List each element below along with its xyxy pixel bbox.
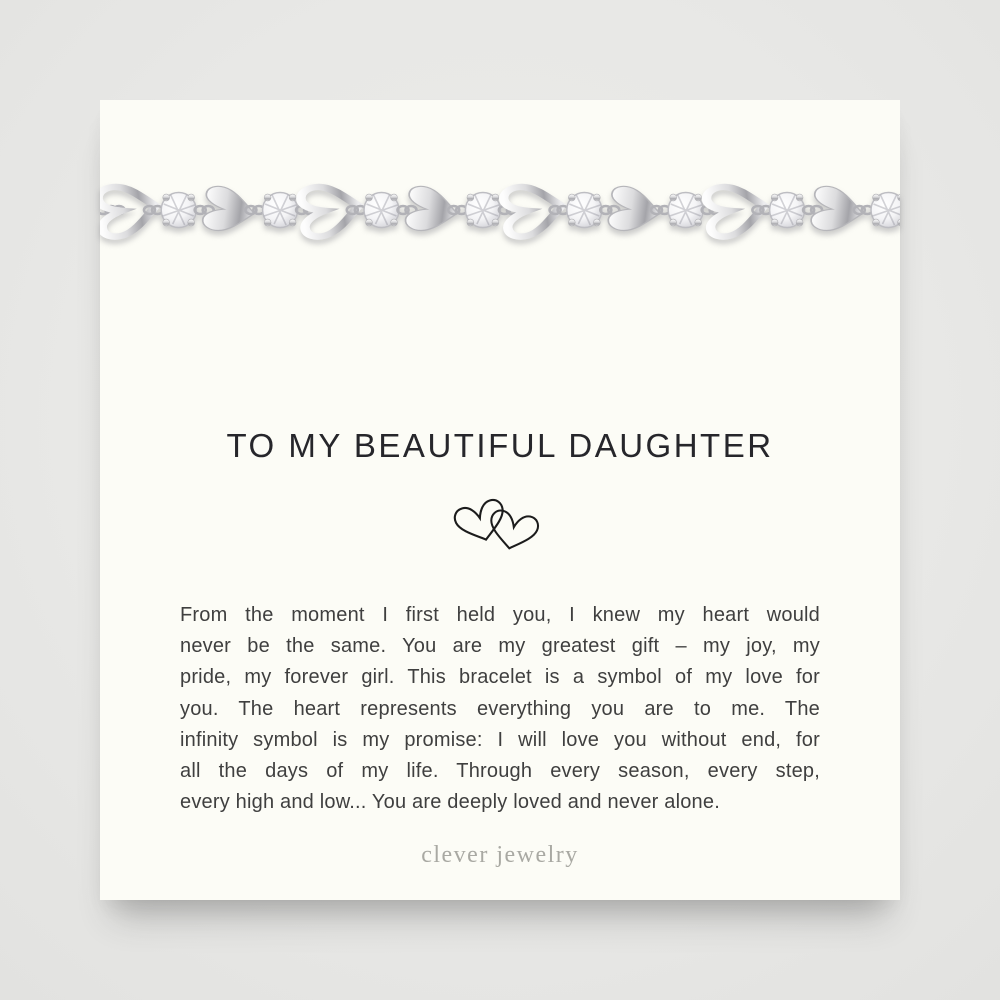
message-line: you. The heart represents everything you are to me. The — [180, 697, 820, 720]
brand-logo: clever jewelry — [421, 842, 579, 868]
message-line: pride, my forever girl. This bracelet is a symbol of my love for — [180, 666, 820, 689]
message-line: From the moment I first held you, I knew my heart would — [180, 604, 820, 626]
card-title: TO MY BEAUTIFUL DAUGHTER — [226, 427, 774, 464]
double-hearts-icon — [445, 490, 555, 568]
message-line: infinity symbol is my promise: I will love you without end, for — [180, 728, 820, 751]
gift-card — [100, 100, 900, 900]
message-line: every high and low... You are deeply loved and never alone. — [180, 791, 720, 814]
bracelet-chain — [100, 182, 900, 239]
message-line: never be the same. You are my greatest gift – my joy, my — [180, 635, 820, 658]
message-line: all the days of my life. Through every season, every step, — [180, 760, 820, 783]
bracelet-image — [100, 174, 900, 246]
message-text — [180, 600, 820, 818]
